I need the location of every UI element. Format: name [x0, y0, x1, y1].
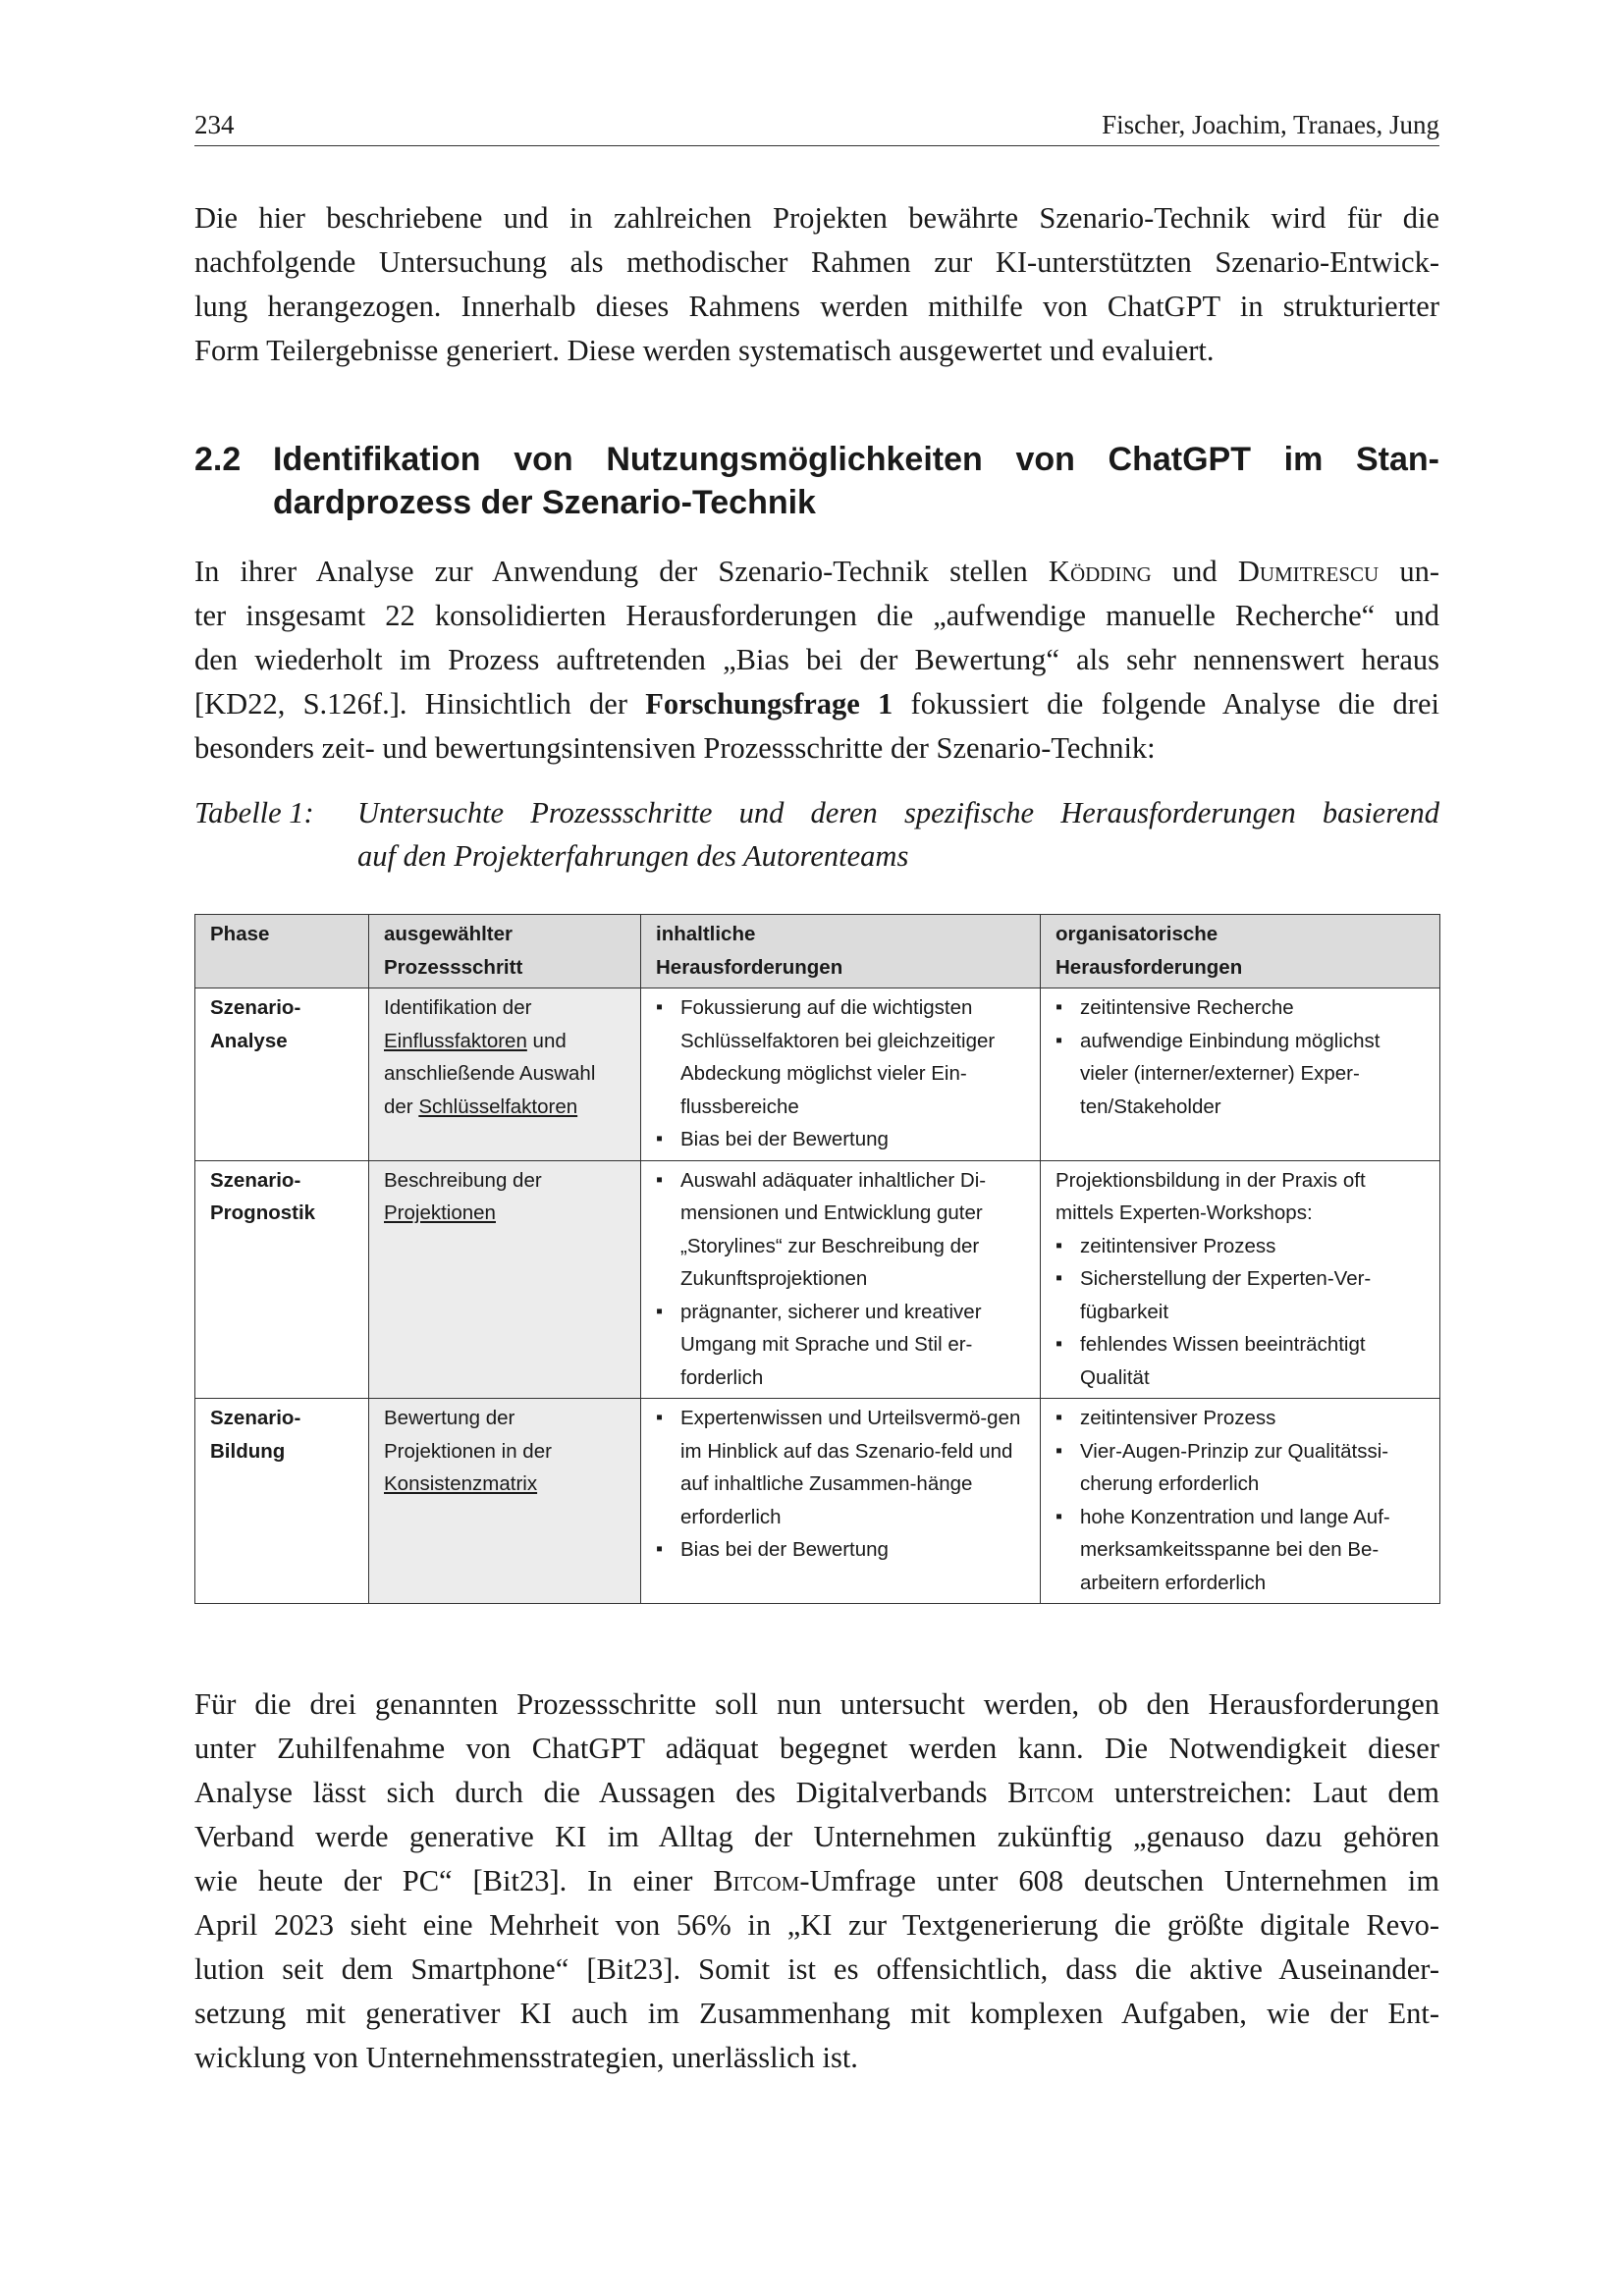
- caption-text: [357, 791, 1439, 878]
- page-number: 234: [194, 110, 235, 139]
- list-item: ▪ hohe Konzentration und lange Auf-merksamkeitsspanne bei den Be-arbeitern erforderlich: [1056, 1501, 1425, 1600]
- text-line: Verband werde generative KI im Alltag der Unternehmen zukünftig „genauso dazu gehören: [194, 1820, 1439, 1853]
- text-line: den wiederholt im Prozess auftretenden „Bias bei der Bewertung“ als sehr nennenswert heraus: [194, 643, 1439, 676]
- text: und: [526, 1029, 567, 1052]
- running-header-authors: Fischer, Joachim, Tranaes, Jung: [1102, 110, 1439, 139]
- text-line: Für die drei genannten Prozessschritte soll nun untersucht werden, ob den Herausforderungen: [194, 1687, 1439, 1721]
- text-line: [194, 682, 1439, 726]
- list-item: ▪ Vier-Augen-Prinzip zur Qualitätssi-cherung erforderlich: [1056, 1435, 1425, 1501]
- list-item: ▪ Fokussierung auf die wichtigsten Schlüsselfaktoren bei gleichzeitiger Abdeckung möglichst vieler Ein-flussbereiche: [656, 991, 1025, 1123]
- running-header: [194, 106, 1439, 146]
- step-text: Bewertung der: [384, 1407, 515, 1429]
- text-line: ter insgesamt 22 konsolidierten Herausforderungen die „aufwendige manuelle Recherche“ und: [194, 599, 1439, 632]
- header-text: Prozessschritt: [384, 955, 523, 979]
- content-list: [656, 1164, 1025, 1395]
- phase-cell: [195, 1399, 369, 1604]
- step-text: Projektionen in der: [384, 1439, 552, 1463]
- text: un-: [1379, 555, 1439, 588]
- header-text: Herausforderungen: [1056, 955, 1243, 979]
- header-text: organisatorische: [1056, 923, 1218, 945]
- list-item: ▪ Auswahl adäquater inhaltlicher Di-mensionen und Entwicklung guter „Storylines“ zur Beschreibung der Zukunftsprojektionen: [656, 1164, 1025, 1296]
- text-line: setzung mit generativer KI auch im Zusammenhang mit komplexen Aufgaben, wie der Ent-: [194, 1997, 1439, 2030]
- text: Analyse lässt sich durch die Aussagen des Digitalverbands: [194, 1776, 1008, 1809]
- header-text: Herausforderungen: [656, 955, 843, 979]
- list-item: ▪ fehlendes Wissen beeinträchtigt Qualität: [1056, 1328, 1425, 1394]
- text-line: lution seit dem Smartphone“ [Bit23]. Somit ist es offensichtlich, dass die aktive Auseinander-: [194, 1952, 1439, 1986]
- list-item: ▪ aufwendige Einbindung möglichst vieler (interner/externer) Exper-ten/Stakeholder: [1056, 1025, 1425, 1124]
- text-line: nachfolgende Untersuchung als methodischer Rahmen zur KI-unterstützten Szenario-Entwick-: [194, 245, 1439, 279]
- step-cell: [369, 1399, 641, 1604]
- list-item: ▪ zeitintensiver Prozess: [1056, 1402, 1425, 1435]
- org-cell: [1041, 1399, 1440, 1604]
- text: wie heute der PC“ [Bit23]. In einer: [194, 1864, 714, 1897]
- list-item: ▪ prägnanter, sicherer und kreativer Umgang mit Sprache und Stil er-forderlich: [656, 1296, 1025, 1395]
- text-line: wicklung von Unternehmensstrategien, unerlässlich ist.: [194, 2041, 858, 2074]
- phase-text: Szenario-: [210, 996, 301, 1019]
- organization-name: Bitcom: [1007, 1776, 1095, 1809]
- term: Einflussfaktoren: [384, 1029, 527, 1052]
- content-cell: [641, 1160, 1041, 1399]
- list-item: ▪ zeitintensive Recherche: [1056, 991, 1425, 1025]
- content-list: [656, 1402, 1025, 1567]
- step-cell: [369, 1160, 641, 1399]
- challenges-table: [194, 914, 1440, 1604]
- text-line: besonders zeit- und bewertungsintensiven Prozessschritte der Szenario-Technik:: [194, 731, 1156, 765]
- table-row: [195, 1160, 1440, 1399]
- section-title: [273, 438, 1439, 524]
- text: der: [384, 1095, 419, 1118]
- phase-text: Prognostik: [210, 1201, 316, 1224]
- org-cell: [1041, 1160, 1440, 1399]
- text-line: [194, 550, 1439, 594]
- header-content: [641, 915, 1041, 988]
- title-line: Identifikation von Nutzungsmöglichkeiten von ChatGPT im Stan-: [273, 441, 1439, 478]
- header-phase: [195, 915, 369, 988]
- org-list: [1056, 1230, 1425, 1395]
- list-item: ▪ Bias bei der Bewertung: [656, 1123, 1025, 1156]
- phase-cell: [195, 988, 369, 1161]
- text: unterstreichen: Laut dem: [1094, 1776, 1439, 1809]
- phase-text: Bildung: [210, 1439, 286, 1463]
- research-question: Forschungsfrage 1: [645, 687, 893, 721]
- caption-label: Tabelle 1:: [194, 796, 314, 829]
- organization-name: Bitcom: [713, 1864, 800, 1897]
- step-text: Identifikation der: [384, 996, 532, 1019]
- author-name: Dumitrescu: [1237, 555, 1380, 588]
- step-text: anschließende Auswahl: [384, 1062, 596, 1085]
- text-line: [194, 1771, 1439, 1815]
- header-text: inhaltliche: [656, 923, 756, 945]
- section-number: 2.2: [194, 441, 242, 478]
- list-item: ▪ Sicherstellung der Experten-Ver-fügbarkeit: [1056, 1262, 1425, 1328]
- text: und: [1151, 555, 1238, 588]
- phase-text: Szenario-: [210, 1407, 301, 1429]
- content-cell: [641, 988, 1041, 1161]
- list-item: ▪ Bias bei der Bewertung: [656, 1533, 1025, 1567]
- title-line: dardprozess der Szenario-Technik: [273, 484, 816, 521]
- closing-paragraph: [194, 1682, 1439, 2080]
- text: fokussiert die folgende Analyse die drei: [893, 687, 1439, 721]
- table-row: [195, 988, 1440, 1161]
- step-cell: [369, 988, 641, 1161]
- text-line: Die hier beschriebene und in zahlreichen Projekten bewährte Szenario-Technik wird für die: [194, 201, 1439, 235]
- list-item: ▪ Expertenwissen und Urteilsvermö-gen im Hinblick auf das Szenario-feld und auf inhaltliche Zusammen-hänge erforderlich: [656, 1402, 1025, 1533]
- header-org: [1041, 915, 1440, 988]
- phase-text: Szenario-: [210, 1168, 301, 1192]
- content-cell: [641, 1399, 1041, 1604]
- phase-cell: [195, 1160, 369, 1399]
- header-text: Phase: [210, 923, 270, 945]
- text: [KD22, S.126f.]. Hinsichtlich der: [194, 687, 646, 721]
- text-line: April 2023 sieht eine Mehrheit von 56% in „KI zur Textgenerierung die größte digitale Revo-: [194, 1908, 1439, 1942]
- step-text: [384, 1025, 625, 1058]
- text-line: unter Zuhilfenahme von ChatGPT adäquat begegnet werden kann. Die Notwendigkeit dieser: [194, 1732, 1439, 1765]
- list-item: ▪ zeitintensiver Prozess: [1056, 1230, 1425, 1263]
- text-line: [194, 1859, 1439, 1903]
- header-step: [369, 915, 641, 988]
- caption-line: Untersuchte Prozessschritte und deren spezifische Herausforderungen basierend: [357, 796, 1439, 829]
- analysis-paragraph: [194, 550, 1439, 771]
- text-line: Form Teilergebnisse generiert. Diese werden systematisch ausgewertet und evaluiert.: [194, 334, 1215, 367]
- org-cell: [1041, 988, 1440, 1161]
- content-list: [656, 991, 1025, 1156]
- text-line: lung herangezogen. Innerhalb dieses Rahmens werden mithilfe von ChatGPT in strukturierter: [194, 290, 1439, 323]
- step-text: [384, 1091, 625, 1124]
- term: Projektionen: [384, 1201, 496, 1224]
- text: -Umfrage unter 608 deutschen Unternehmen im: [799, 1864, 1439, 1897]
- org-list: [1056, 991, 1425, 1123]
- step-text: Beschreibung der: [384, 1168, 542, 1192]
- org-intro: Projektionsbildung in der Praxis oft mittels Experten-Workshops:: [1056, 1168, 1366, 1224]
- table-header-row: [195, 915, 1440, 988]
- intro-paragraph: [194, 196, 1439, 373]
- author-name: Ködding: [1048, 555, 1152, 588]
- term: Schlüsselfaktoren: [418, 1095, 578, 1118]
- phase-text: Analyse: [210, 1029, 288, 1052]
- table-row: [195, 1399, 1440, 1604]
- org-list: [1056, 1402, 1425, 1599]
- caption-line: auf den Projekterfahrungen des Autorenteams: [357, 839, 909, 873]
- term: Konsistenzmatrix: [384, 1472, 538, 1495]
- header-text: ausgewählter: [384, 923, 514, 945]
- text: In ihrer Analyse zur Anwendung der Szenario-Technik stellen: [194, 555, 1049, 588]
